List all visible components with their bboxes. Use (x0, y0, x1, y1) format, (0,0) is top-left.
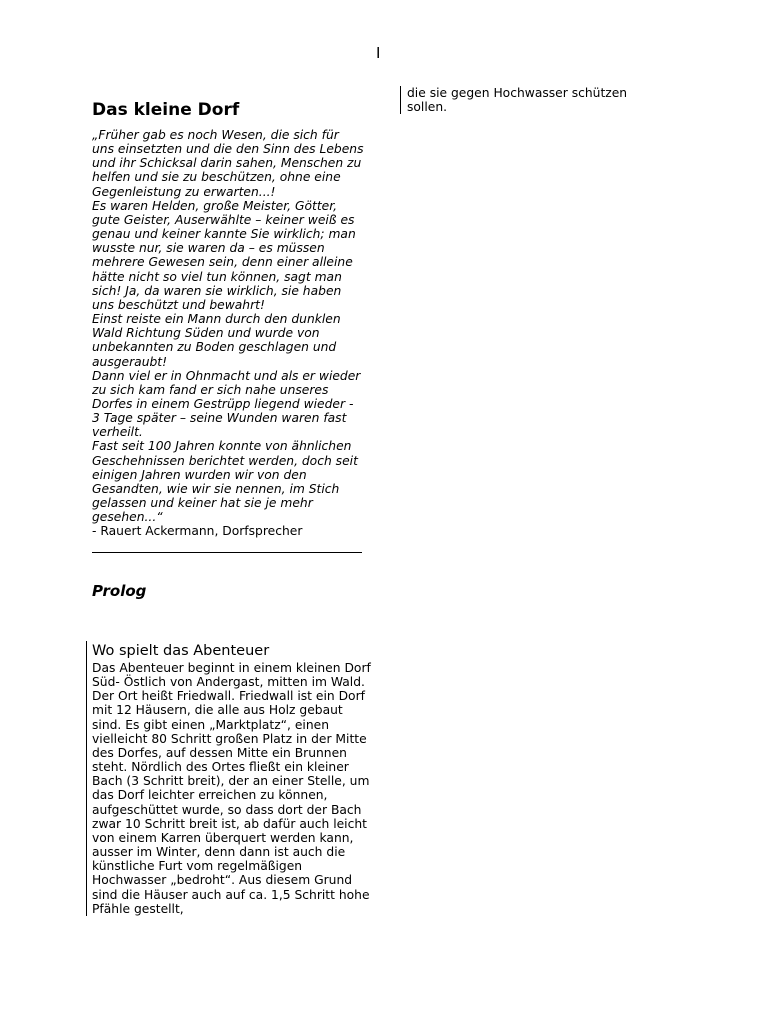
quote-paragraph: Es waren Helden, große Meister, Götter, gute Geister, Auserwählte – keiner weiß es genau und keiner kannte Sie wirklich; man wusste nur, sie waren da – es müssen mehrere Gewesen sein, denn einer alleine hätte nicht so viel tun können, sagt man sich! Ja, da waren sie wirklich, sie haben uns beschützt und bewahrt! (92, 198, 356, 312)
section-divider (92, 552, 362, 553)
setting-section (86, 641, 372, 916)
prolog-heading: Prolog (92, 582, 147, 601)
section-heading: Wo spielt das Abenteuer (92, 643, 270, 659)
right-column-continuation: die sie gegen Hochwasser schützen sollen. (400, 86, 667, 114)
quote-paragraph: „Früher gab es noch Wesen, die sich für uns einsetzten und die den Sinn des Lebens und ihr Schicksal darin sahen, Menschen zu helfen und sie zu beschützen, ohne eine Gegenleistung zu erwarten...! (92, 128, 364, 199)
page-title: Das kleine Dorf (92, 100, 240, 120)
page-number: I (376, 44, 381, 62)
quote-attribution: - Rauert Ackermann, Dorfsprecher (92, 524, 303, 539)
intro-quote (92, 128, 364, 524)
section-body: Das Abenteuer beginnt in einem kleinen Dorf Süd- Östlich von Andergast, mitten im Wald. Der Ort heißt Friedwall. Friedwall ist ein Dorf mit 12 Häusern, die alle aus Holz gebaut sind. Es gibt einen „Marktplatz“, einen vielleicht 80 Schritt großen Platz in der Mitte des Dorfes, auf dessen Mitte ein Brunnen steht. Nördlich des Ortes fließt ein kleiner Bach (3 Schritt breit), der an einer Stelle, um das Dorf leichter erreichen zu können, aufgeschüttet wurde, so dass dort der Bach zwar 10 Schritt breit ist, ab dafür auch leicht von einem Karren überquert werden kann, ausser im Winter, denn dann ist auch die künstliche Furt vom regelmäßigen Hochwasser „bedroht“. Aus diesem Grund sind die Häuser auch auf ca. 1,5 Schritt hohe Pfähle gestellt, (92, 661, 371, 916)
left-column (92, 98, 364, 601)
quote-paragraph: Dann viel er in Ohnmacht und als er wieder zu sich kam fand er sich nahe unseres Dorfes in einem Gestrüpp liegend wieder - 3 Tage später – seine Wunden waren fast verheilt. (92, 368, 361, 440)
quote-paragraph: Fast seit 100 Jahren konnte von ähnlichen Geschehnissen berichtet werden, doch seit einigen Jahren wurden wir von den Gesandten, wie wir sie nennen, im Stich gelassen und keiner hat sie je mehr gesehen...“ (92, 439, 358, 525)
quote-paragraph: Einst reiste ein Mann durch den dunklen Wald Richtung Süden und wurde von unbekannten zu Boden geschlagen und ausgeraubt! (92, 312, 341, 369)
